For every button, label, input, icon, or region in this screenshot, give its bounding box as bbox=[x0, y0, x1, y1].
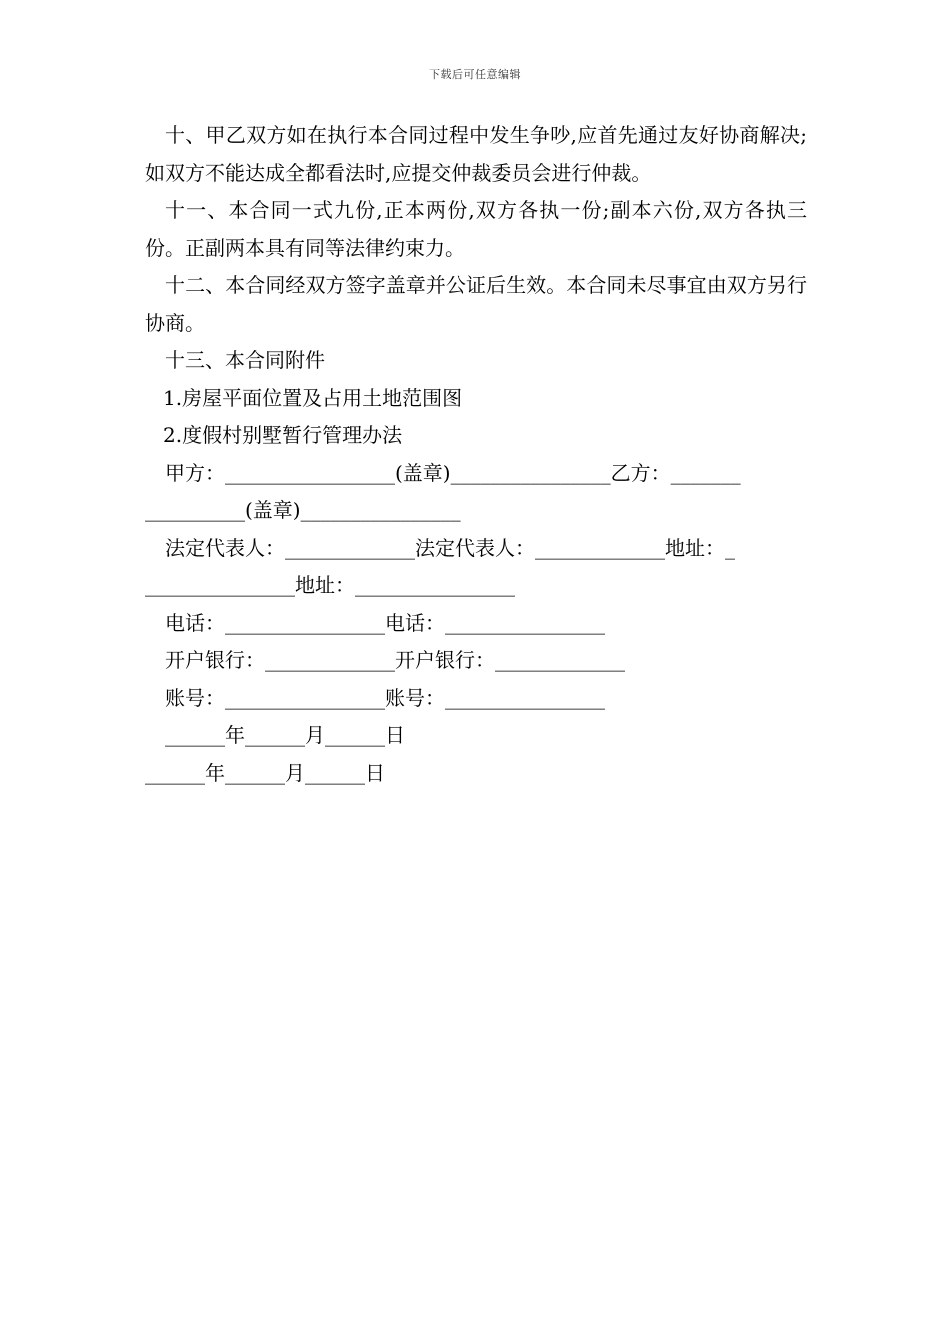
attachment-1: 1.房屋平面位置及占用土地范围图 bbox=[163, 385, 463, 410]
phone-line: 电话：________________电话：________________ bbox=[165, 610, 605, 635]
date-line-1: ______年______月______日 bbox=[165, 723, 405, 747]
party-signature-line-2: __________(盖章)________________ bbox=[145, 498, 461, 522]
document-body bbox=[145, 117, 807, 792]
attachment-2: 2.度假村别墅暂行管理办法 bbox=[163, 423, 403, 447]
clause-13: 十三、本合同附件 bbox=[165, 348, 325, 372]
page-header: 下载后可任意编辑 bbox=[429, 68, 521, 81]
clause-11: 十一、本合同一式九份,正本两份,双方各执一份;副本六份,双方各执三份。正副两本具有同等法律约束力。 bbox=[145, 198, 807, 260]
bank-line: 开户银行：_____________开户银行：_____________ bbox=[165, 648, 625, 672]
clause-10: 十、甲乙双方如在执行本合同过程中发生争吵,应首先通过友好协商解决;如双方不能达成全都看法时,应提交仲裁委员会进行仲裁。 bbox=[145, 123, 807, 185]
date-line-2: ______年______月______日 bbox=[145, 760, 385, 785]
legal-rep-line-2: _______________地址：________________ bbox=[145, 573, 515, 597]
clause-12: 十二、本合同经双方签字盖章并公证后生效。本合同未尽事宜由双方另行协商。 bbox=[145, 273, 807, 335]
party-signature-line-1: 甲方：_________________(盖章)________________乙方：_______ bbox=[165, 460, 741, 485]
account-line: 账号：________________账号：________________ bbox=[165, 685, 605, 710]
signature-block bbox=[145, 455, 807, 793]
legal-rep-line-1: 法定代表人：_____________法定代表人：_____________地址：_ bbox=[165, 535, 735, 560]
